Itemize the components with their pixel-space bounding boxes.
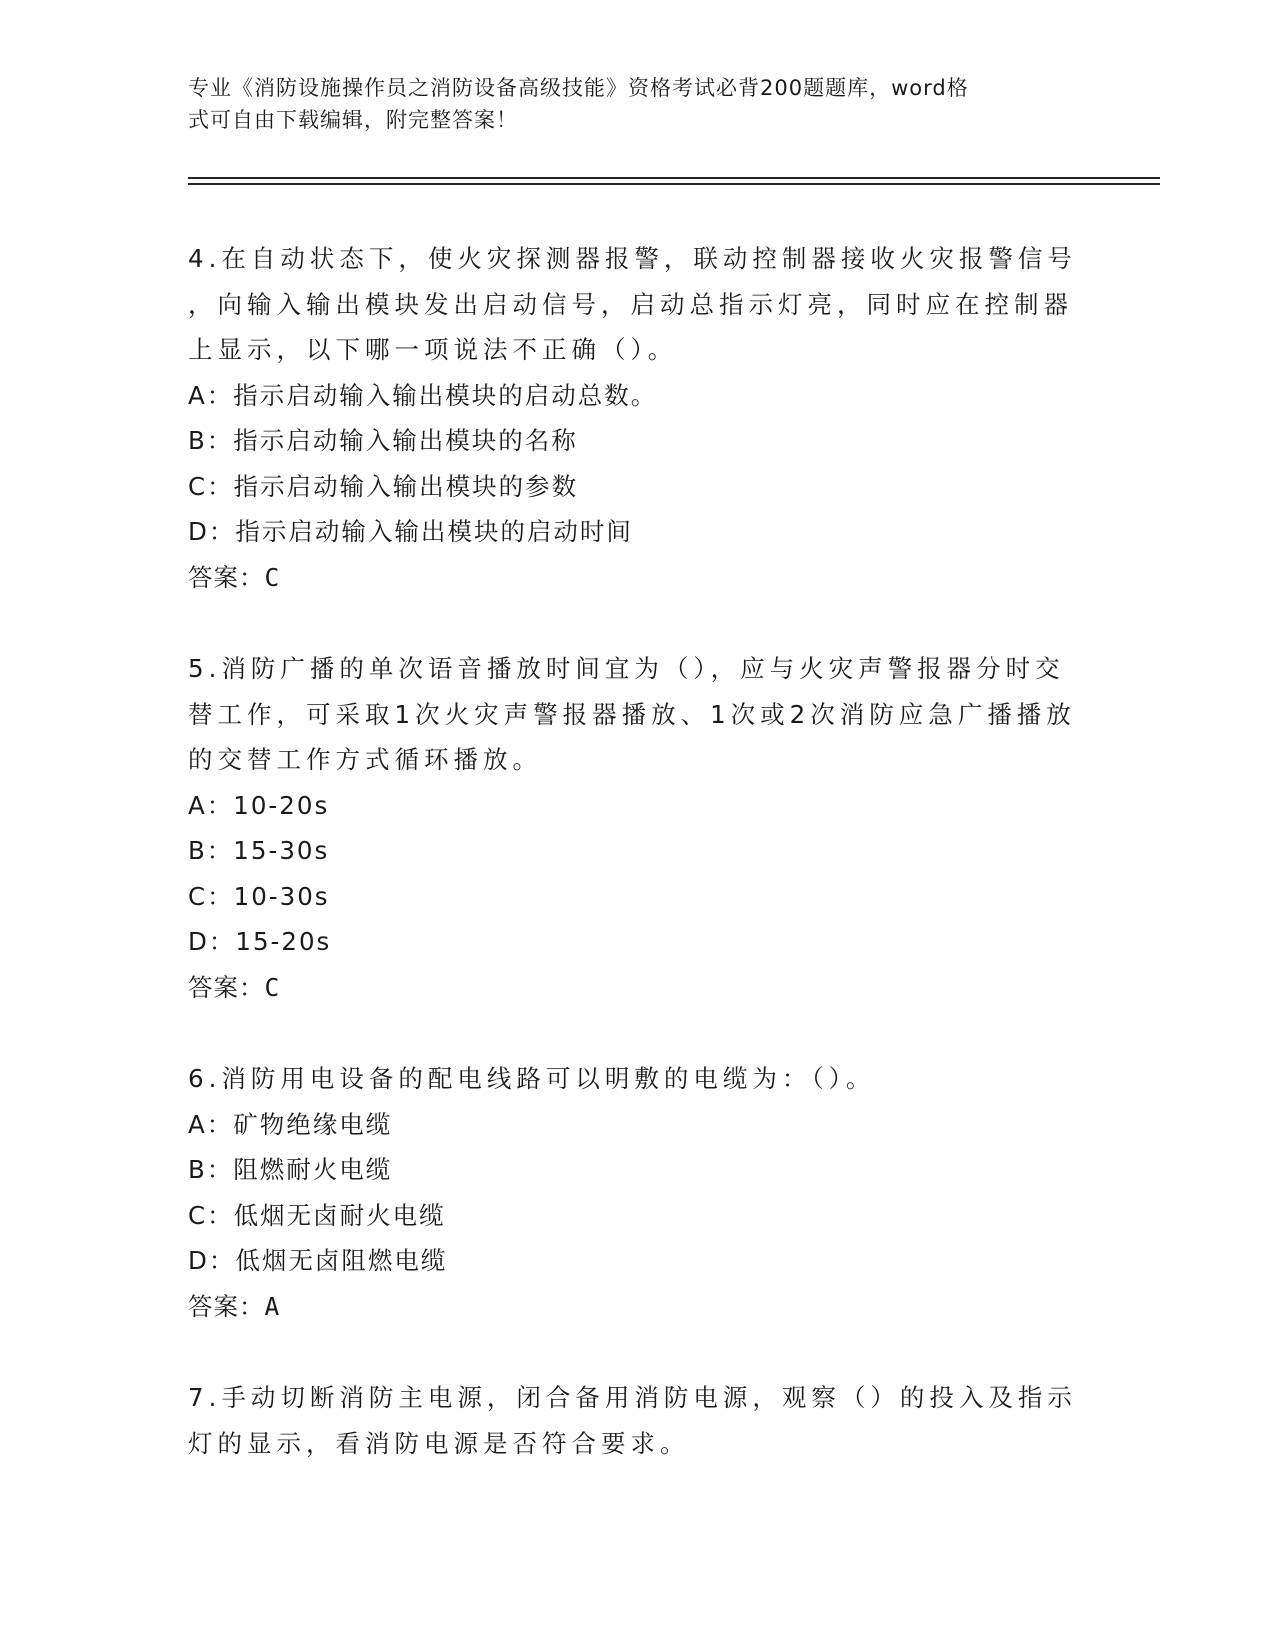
option-c: C：低烟无卤耐火电缆	[188, 1200, 446, 1230]
question-stem: 的交替工作方式循环播放。	[188, 745, 542, 774]
question-stem: 灯的显示，看消防电源是否符合要求。	[188, 1428, 690, 1458]
option-d: D：指示启动输入输出模块的启动时间	[188, 517, 633, 546]
question-stem: 4.在自动状态下，使火灾探测器报警，联动控制器接收火灾报警信号	[188, 244, 1077, 273]
answer-line	[188, 555, 1088, 601]
question-stem: 6.消防用电设备的配电线路可以明敷的电缆为：（）。	[188, 1064, 876, 1093]
question-6	[188, 1056, 1088, 1329]
question-stem: 替工作，可采取1次火灾声警报器播放、1次或2次消防应急广播播放	[188, 699, 1076, 729]
answer-line	[188, 965, 1088, 1011]
question-stem: 上显示，以下哪一项说法不正确（）。	[188, 335, 678, 364]
question-stem: ，向输入输出模块发出启动信号，启动总指示灯亮，同时应在控制器	[188, 289, 1073, 319]
option-a: A：10-20s	[188, 790, 330, 820]
option-b: B：15-30s	[188, 836, 330, 865]
answer-value: C	[264, 562, 281, 592]
option-b: B：指示启动输入输出模块的名称	[188, 426, 578, 455]
option-d: D：15-20s	[188, 927, 332, 956]
option-a: A：指示启动输入输出模块的启动总数。	[188, 380, 658, 410]
answer-label: 答案：	[188, 1291, 265, 1321]
answer-line	[188, 1284, 1088, 1330]
question-4	[188, 236, 1088, 600]
header-divider-bottom	[188, 183, 1160, 185]
question-stem: 5.消防广播的单次语音播放时间宜为（），应与火灾声警报器分时交	[188, 654, 1065, 683]
option-c: C：指示启动输入输出模块的参数	[188, 471, 579, 501]
option-c: C：10-30s	[188, 881, 330, 911]
answer-value: C	[264, 972, 281, 1002]
question-stem: 7.手动切断消防主电源，闭合备用消防电源，观察（）的投入及指示	[188, 1383, 1077, 1412]
header-line-1: 专业《消防设施操作员之消防设备高级技能》资格考试必背200题题库，word格	[188, 76, 969, 100]
option-b: B：阻燃耐火电缆	[188, 1155, 393, 1184]
header-divider-top	[188, 177, 1160, 179]
document-header	[188, 72, 1088, 136]
question-5	[188, 646, 1088, 1010]
answer-label: 答案：	[188, 972, 265, 1002]
option-d: D：低烟无卤阻燃电缆	[188, 1246, 448, 1275]
header-line-2: 式可自由下载编辑，附完整答案！	[188, 108, 518, 132]
question-7	[188, 1375, 1088, 1466]
question-list	[188, 236, 1088, 1512]
answer-value: A	[264, 1291, 281, 1321]
option-a: A：矿物绝缘电缆	[188, 1109, 393, 1139]
answer-label: 答案：	[188, 562, 265, 592]
